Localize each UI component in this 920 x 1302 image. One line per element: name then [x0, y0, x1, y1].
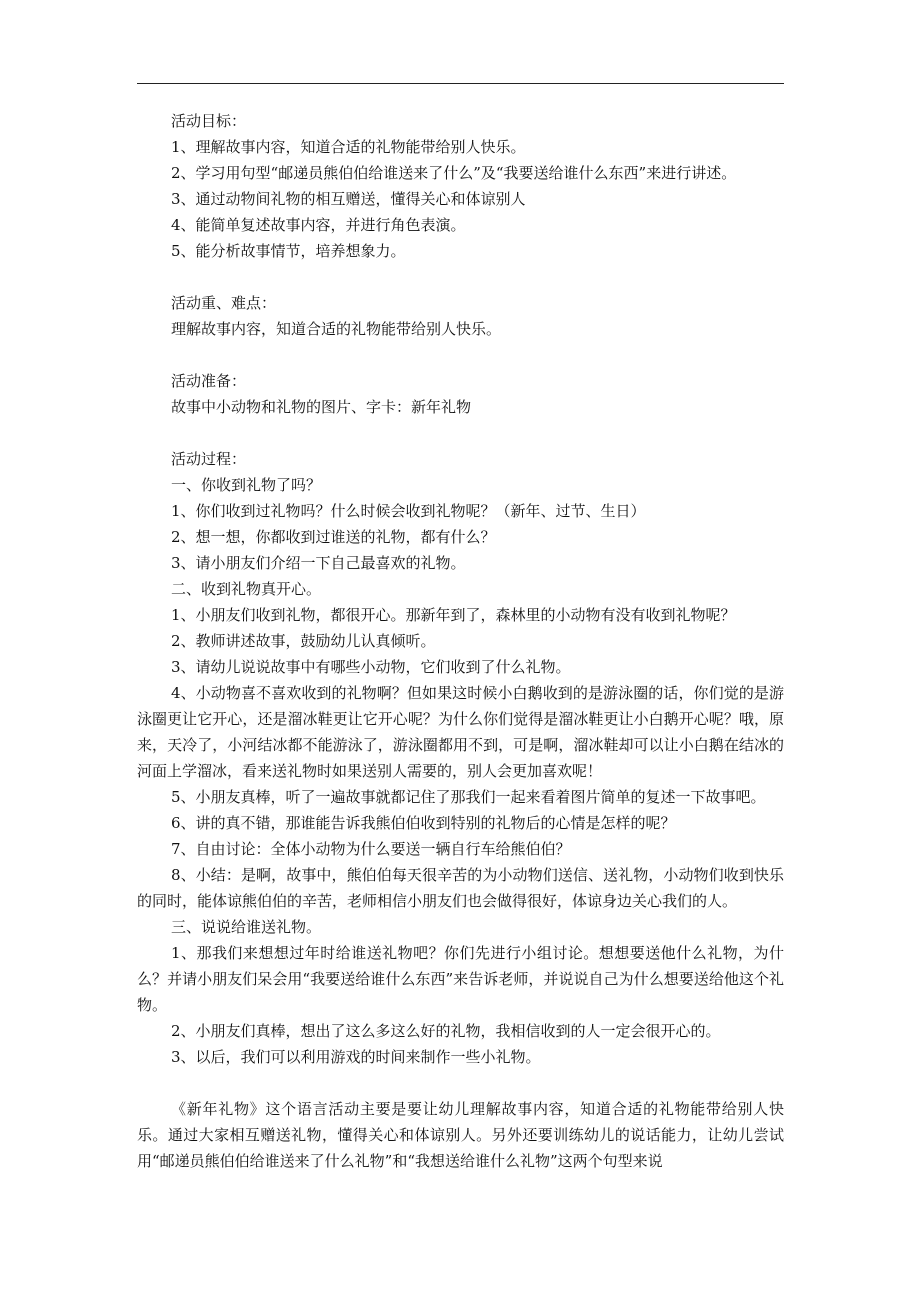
- part-two-item: 7、自由讨论：全体小动物为什么要送一辆自行车给熊伯伯？: [171, 840, 571, 858]
- part-three-title: 三、说说给谁送礼物。: [171, 918, 322, 936]
- part-two-item: 6、讲的真不错，那谁能告诉我熊伯伯收到特别的礼物后的心情是怎样的呢？: [171, 814, 676, 832]
- part-one-item: 3、请小朋友们介绍一下自己最喜欢的礼物。: [171, 554, 466, 572]
- part-three-item: 2、小朋友们真棒，想出了这么多这么好的礼物，我相信收到的人一定会很开心的。: [171, 1022, 721, 1040]
- part-three-item: 1、那我们来想想过年时给谁送礼物吧？你们先进行小组讨论。想想要送他什么礼物，为什么？并请小朋友们呆会用“我要送给谁什么东西”来告诉老师，并说说自己为什么想要送给他这个礼物。: [137, 944, 784, 1014]
- goal-item: 4、能简单复述故事内容，并进行角色表演。: [171, 216, 466, 234]
- process-heading: 活动过程：: [171, 450, 247, 468]
- document-body: [137, 108, 784, 1174]
- key-points-text: 理解故事内容，知道合适的礼物能带给别人快乐。: [171, 320, 502, 338]
- part-two-title: 二、收到礼物真开心。: [171, 580, 322, 598]
- goal-item: 2、学习用句型“邮递员熊伯伯给谁送来了什么”及“我要送给谁什么东西”来进行讲述。: [171, 164, 737, 182]
- key-points-heading: 活动重、难点：: [171, 294, 277, 312]
- part-three-item: 3、以后，我们可以利用游戏的时间来制作一些小礼物。: [171, 1048, 541, 1066]
- part-one-item: 2、想一想，你都收到过谁送的礼物，都有什么？: [171, 528, 496, 546]
- part-two-item: 3、请幼儿说说故事中有哪些小动物，它们收到了什么礼物。: [171, 658, 571, 676]
- header-rule: [137, 83, 784, 84]
- part-two-item: 5、小朋友真棒，听了一遍故事就都记住了那我们一起来看着图片简单的复述一下故事吧。: [171, 788, 766, 806]
- goal-item: 5、能分析故事情节，培养想象力。: [171, 242, 406, 260]
- preparation-text: 故事中小动物和礼物的图片、字卡：新年礼物: [171, 398, 472, 416]
- goals-heading: 活动目标：: [171, 112, 247, 130]
- goal-item: 3、通过动物间礼物的相互赠送，懂得关心和体谅别人: [171, 190, 526, 208]
- preparation-heading: 活动准备：: [171, 372, 247, 390]
- reflection-paragraph: 《新年礼物》这个语言活动主要是要让幼儿理解故事内容，知道合适的礼物能带给别人快乐。通过大家相互赠送礼物，懂得关心和体谅别人。另外还要训练幼儿的说话能力，让幼儿尝试用“邮递员熊伯伯给谁送来了什么礼物”和“我想送给谁什么礼物”这两个句型来说: [137, 1100, 784, 1170]
- part-two-item: 2、教师讲述故事，鼓励幼儿认真倾听。: [171, 632, 436, 650]
- part-one-title: 一、你收到礼物了吗？: [171, 476, 322, 494]
- goal-item: 1、理解故事内容，知道合适的礼物能带给别人快乐。: [171, 138, 526, 156]
- part-two-item: 4、小动物喜不喜欢收到的礼物啊？但如果这时候小白鹅收到的是游泳圈的话，你们觉的是游泳圈更让它开心，还是溜冰鞋更让它开心呢？为什么你们觉得是溜冰鞋更让小白鹅开心呢？哦，原来，天冷了，小河结冰都不能游泳了，游泳圈都用不到，可是啊，溜冰鞋却可以让小白鹅在结冰的河面上学溜冰，看来送礼物时如果送别人需要的，别人会更加喜欢呢！: [137, 684, 784, 780]
- part-one-item: 1、你们收到过礼物吗？什么时候会收到礼物呢？（新年、过节、生日）: [171, 502, 646, 520]
- part-two-item: 8、小结：是啊，故事中，熊伯伯每天很辛苦的为小动物们送信、送礼物，小动物们收到快乐的同时，能体谅熊伯伯的辛苦，老师相信小朋友们也会做得很好，体谅身边关心我们的人。: [137, 866, 784, 910]
- part-two-item: 1、小朋友们收到礼物，都很开心。那新年到了，森林里的小动物有没有收到礼物呢？: [171, 606, 736, 624]
